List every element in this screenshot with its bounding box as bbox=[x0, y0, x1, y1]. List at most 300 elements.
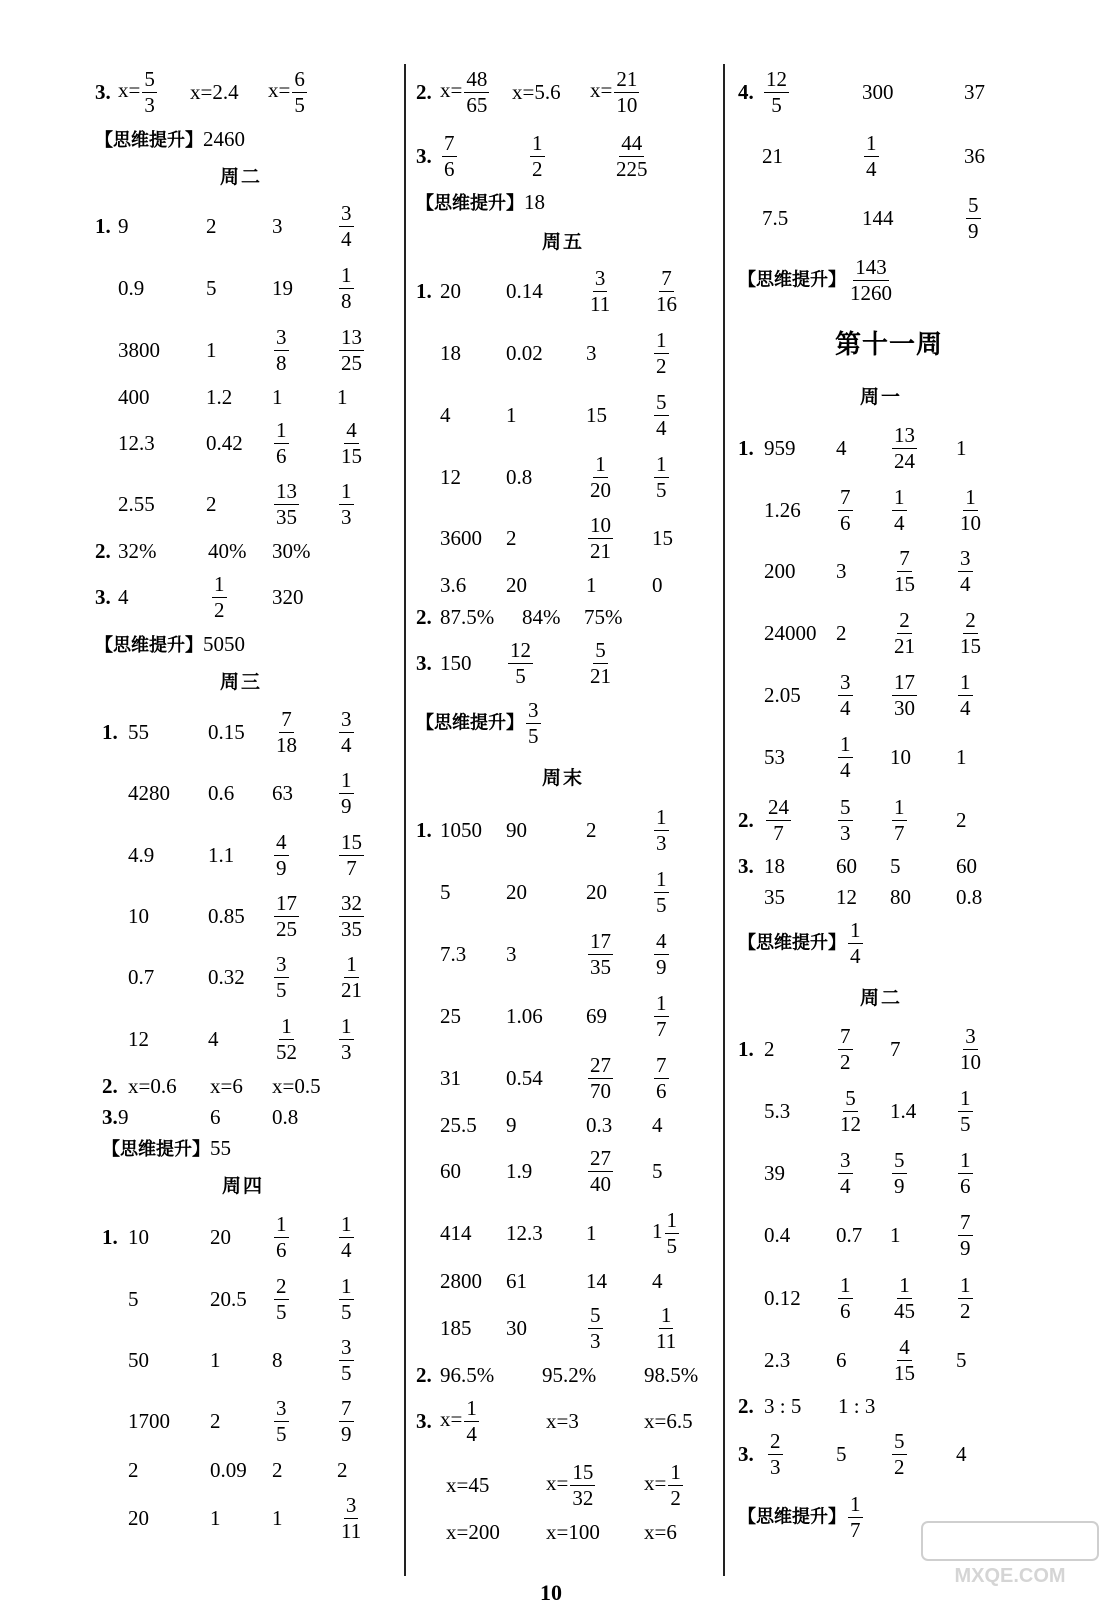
fraction bbox=[892, 669, 917, 720]
answer-value: 1 bbox=[586, 572, 597, 597]
answer-value: 1 bbox=[272, 384, 283, 409]
fraction-denominator: 3 bbox=[770, 1454, 781, 1479]
answer-value: x=200 bbox=[446, 1519, 500, 1544]
answer-value bbox=[337, 767, 356, 818]
fraction-denominator: 10 bbox=[960, 510, 981, 535]
answer-value bbox=[964, 192, 983, 243]
answer-cell bbox=[836, 1085, 865, 1136]
answer-value bbox=[836, 669, 855, 720]
answer-value bbox=[956, 1085, 975, 1136]
answer-value: 6 bbox=[210, 1104, 221, 1129]
answer-value bbox=[612, 130, 652, 181]
answer-cell bbox=[128, 1408, 170, 1433]
answer-value: 12 bbox=[836, 884, 857, 909]
answer-value: 36 bbox=[964, 143, 985, 168]
answer-value bbox=[890, 422, 919, 473]
answer-value: 2 bbox=[206, 213, 217, 238]
answer-cell bbox=[440, 604, 495, 629]
answer-value: 0.9 bbox=[118, 275, 145, 300]
answer-cell bbox=[836, 620, 847, 645]
fraction-numerator: 10 bbox=[590, 512, 611, 537]
answer-value bbox=[890, 669, 919, 720]
fraction-denominator: 9 bbox=[960, 1235, 971, 1260]
answer-value: 1.26 bbox=[764, 497, 801, 522]
variable-prefix: x= bbox=[440, 1406, 463, 1431]
fraction-denominator: 21 bbox=[341, 977, 362, 1002]
watermark-text: MXQE.COM bbox=[954, 1565, 1066, 1587]
answer-cell bbox=[652, 1207, 681, 1258]
answer-value: 75% bbox=[584, 604, 623, 629]
answer-cell bbox=[838, 1393, 876, 1418]
answer-cell bbox=[546, 1408, 579, 1433]
fraction-denominator: 3 bbox=[144, 92, 155, 117]
answer-value: 0.14 bbox=[506, 278, 543, 303]
fraction-denominator: 10 bbox=[616, 92, 638, 117]
fraction bbox=[274, 478, 299, 529]
fraction bbox=[654, 265, 679, 316]
fraction-numerator: 27 bbox=[590, 1145, 611, 1170]
answer-cell bbox=[128, 964, 155, 989]
answer-cell bbox=[272, 1457, 283, 1482]
answer-value: 63 bbox=[272, 780, 293, 805]
answer-cell bbox=[118, 213, 129, 238]
answer-cell bbox=[586, 879, 607, 904]
answer-cell bbox=[890, 1222, 901, 1247]
fraction bbox=[892, 422, 917, 473]
answer-value bbox=[337, 829, 366, 880]
answer-value: 1 bbox=[210, 1505, 221, 1530]
answer-value: 8 bbox=[272, 1347, 283, 1372]
answer-value bbox=[766, 1428, 785, 1479]
answer-cell bbox=[586, 1052, 615, 1103]
fraction-numerator: 1 bbox=[341, 478, 352, 503]
answer-value: x=6.5 bbox=[644, 1408, 693, 1433]
answer-value: 5.3 bbox=[764, 1098, 791, 1123]
fraction-denominator: 9 bbox=[276, 855, 287, 880]
answer-cell bbox=[766, 1428, 785, 1479]
fraction-numerator: 3 bbox=[341, 200, 352, 225]
page-number: 10 bbox=[540, 1580, 562, 1605]
answer-cell bbox=[764, 558, 796, 583]
fraction-denominator: 5 bbox=[276, 977, 287, 1002]
answer-cell bbox=[652, 451, 671, 502]
answer-cell bbox=[440, 525, 482, 550]
fraction bbox=[614, 66, 639, 117]
fraction-denominator: 35 bbox=[590, 954, 611, 979]
fraction bbox=[958, 1209, 973, 1260]
fraction bbox=[958, 1023, 983, 1074]
answer-cell bbox=[836, 1347, 847, 1372]
fraction-denominator: 6 bbox=[840, 510, 851, 535]
answer-cell bbox=[128, 1286, 139, 1311]
fraction-denominator: 5 bbox=[341, 1360, 352, 1385]
fraction bbox=[588, 928, 613, 979]
answer-cell bbox=[128, 1224, 149, 1249]
fraction bbox=[654, 1052, 669, 1103]
fraction-numerator: 1 bbox=[276, 1211, 287, 1236]
fraction bbox=[339, 1492, 363, 1543]
fraction-numerator: 1 bbox=[866, 130, 877, 155]
answer-cell bbox=[764, 497, 801, 522]
answer-cell bbox=[272, 1211, 291, 1262]
fraction-numerator: 1 bbox=[341, 262, 352, 287]
answer-cell bbox=[956, 1272, 975, 1323]
answer-value bbox=[337, 1395, 356, 1446]
answer-cell bbox=[440, 340, 461, 365]
answer-value: 0 bbox=[652, 572, 663, 597]
answer-value: 2 bbox=[586, 817, 597, 842]
fraction bbox=[339, 417, 364, 468]
answer-cell bbox=[652, 1112, 663, 1137]
fraction bbox=[654, 327, 669, 378]
answer-value: 0.7 bbox=[128, 964, 155, 989]
answer-cell bbox=[956, 607, 985, 658]
answer-value: 50 bbox=[128, 1347, 149, 1372]
fraction-numerator: 5 bbox=[590, 1302, 601, 1327]
answer-value: 4 bbox=[652, 1112, 663, 1137]
answer-value: 3600 bbox=[440, 525, 482, 550]
answer-cell bbox=[862, 130, 881, 181]
answer-cell bbox=[506, 941, 517, 966]
answer-value bbox=[652, 928, 671, 979]
answer-value bbox=[272, 478, 301, 529]
answer-value: 10 bbox=[128, 1224, 149, 1249]
fraction-numerator: 1 bbox=[656, 327, 667, 352]
fraction bbox=[966, 192, 981, 243]
answer-cell bbox=[890, 1036, 901, 1061]
answer-cell bbox=[506, 817, 527, 842]
fraction-denominator: 6 bbox=[276, 443, 287, 468]
fraction-numerator: 7 bbox=[656, 1052, 667, 1077]
answer-cell bbox=[586, 340, 597, 365]
fraction-denominator: 5 bbox=[656, 477, 667, 502]
answer-cell bbox=[586, 1302, 605, 1353]
fraction-denominator: 7 bbox=[850, 1517, 861, 1542]
fraction-numerator: 1 bbox=[656, 990, 667, 1015]
answer-cell bbox=[208, 1026, 219, 1051]
answer-value bbox=[836, 484, 855, 535]
fraction-numerator: 1 bbox=[341, 767, 352, 792]
fraction-denominator: 4 bbox=[341, 226, 352, 251]
answer-cell bbox=[542, 1362, 597, 1387]
answer-cell bbox=[210, 571, 229, 622]
fraction-numerator: 1 bbox=[276, 417, 287, 442]
thinking-boost bbox=[102, 1135, 231, 1161]
answer-value: 90 bbox=[506, 817, 527, 842]
answer-value bbox=[440, 1395, 481, 1446]
answer-cell bbox=[337, 1273, 356, 1324]
question-number: 3. bbox=[95, 79, 111, 104]
fraction bbox=[654, 928, 669, 979]
fraction-denominator: 2 bbox=[960, 1298, 971, 1323]
answer-cell bbox=[446, 1472, 490, 1497]
question-number: 3. bbox=[738, 853, 754, 878]
answer-cell bbox=[440, 1315, 472, 1340]
answer-value: 2 bbox=[272, 1457, 283, 1482]
answer-cell bbox=[506, 1315, 527, 1340]
answer-cell bbox=[764, 435, 796, 460]
answer-value: 3 bbox=[272, 213, 283, 238]
answer-value: 4.9 bbox=[128, 842, 155, 867]
answer-value: 5 bbox=[128, 1286, 139, 1311]
fraction-numerator: 17 bbox=[894, 669, 915, 694]
fraction-numerator: 1 bbox=[595, 451, 606, 476]
fraction-numerator: 1 bbox=[960, 669, 971, 694]
answer-cell bbox=[652, 1268, 663, 1293]
answer-value bbox=[337, 1013, 356, 1064]
answer-cell bbox=[956, 1147, 975, 1198]
answer-value bbox=[890, 1272, 919, 1323]
variable-prefix: x= bbox=[440, 77, 463, 102]
answer-cell bbox=[890, 669, 919, 720]
answer-value: 2800 bbox=[440, 1268, 482, 1293]
fraction-numerator: 1 bbox=[666, 1207, 677, 1232]
thinking-boost bbox=[738, 1491, 865, 1542]
answer-cell bbox=[337, 706, 356, 757]
fraction bbox=[892, 1428, 907, 1479]
fraction-numerator: 1 bbox=[894, 484, 905, 509]
fraction-numerator: 5 bbox=[845, 1085, 856, 1110]
answer-cell bbox=[764, 853, 785, 878]
fraction-numerator: 5 bbox=[894, 1428, 905, 1453]
answer-cell bbox=[956, 669, 975, 720]
answer-value bbox=[652, 1052, 671, 1103]
answer-value: 2 bbox=[764, 1036, 775, 1061]
fraction bbox=[892, 607, 917, 658]
fraction-numerator: 15 bbox=[341, 829, 362, 854]
answer-value: 1.06 bbox=[506, 1003, 543, 1028]
fraction bbox=[654, 866, 669, 917]
fraction-numerator: 7 bbox=[899, 545, 910, 570]
fraction-numerator: 1 bbox=[960, 1272, 971, 1297]
answer-cell bbox=[208, 719, 245, 744]
fraction bbox=[339, 1334, 354, 1385]
fraction-numerator: 1 bbox=[341, 1211, 352, 1236]
answer-value bbox=[764, 794, 793, 845]
answer-value: 1 bbox=[337, 384, 348, 409]
answer-cell bbox=[512, 79, 561, 104]
answer-value: 1 bbox=[586, 1220, 597, 1245]
thinking-boost bbox=[95, 631, 245, 657]
thinking-boost-label: 【思维提升】 bbox=[95, 130, 203, 151]
fraction bbox=[838, 1147, 853, 1198]
answer-cell bbox=[272, 951, 291, 1002]
answer-value bbox=[836, 1272, 855, 1323]
fraction bbox=[838, 484, 853, 535]
fraction-denominator: 9 bbox=[341, 793, 352, 818]
answer-value: 19 bbox=[272, 275, 293, 300]
fraction-denominator: 15 bbox=[341, 443, 362, 468]
fraction-denominator: 5 bbox=[656, 892, 667, 917]
answer-value: 6 bbox=[836, 1347, 847, 1372]
answer-value bbox=[546, 1459, 597, 1510]
answer-cell bbox=[764, 1347, 791, 1372]
answer-value bbox=[272, 706, 301, 757]
fraction-numerator: 2 bbox=[965, 607, 976, 632]
answer-cell bbox=[190, 79, 239, 104]
day-heading: 周一 bbox=[860, 385, 903, 408]
answer-value bbox=[956, 607, 985, 658]
answer-cell bbox=[128, 842, 155, 867]
day-heading: 周末 bbox=[542, 766, 585, 789]
answer-value: 14 bbox=[586, 1268, 607, 1293]
fraction bbox=[848, 917, 863, 968]
fraction-denominator: 35 bbox=[276, 504, 297, 529]
fraction-denominator: 18 bbox=[276, 732, 297, 757]
answer-value: 25.5 bbox=[440, 1112, 477, 1137]
answer-value: x=0.5 bbox=[272, 1073, 321, 1098]
question-number: 1. bbox=[416, 278, 432, 303]
answer-cell bbox=[440, 817, 482, 842]
fraction-denominator: 2 bbox=[532, 156, 543, 181]
answer-value: 35 bbox=[764, 884, 785, 909]
fraction-denominator: 4 bbox=[840, 1173, 851, 1198]
answer-cell bbox=[128, 780, 170, 805]
variable-prefix: x= bbox=[546, 1470, 569, 1495]
answer-value: 4 bbox=[208, 1026, 219, 1051]
answer-cell bbox=[586, 928, 615, 979]
answer-value: x=2.4 bbox=[190, 79, 239, 104]
fraction-numerator: 1 bbox=[656, 866, 667, 891]
answer-value: 37 bbox=[964, 79, 985, 104]
answer-cell bbox=[644, 1362, 699, 1387]
fraction-numerator: 3 bbox=[965, 1023, 976, 1048]
answer-cell bbox=[506, 402, 517, 427]
answer-cell bbox=[440, 1112, 477, 1137]
answer-value: 0.32 bbox=[208, 964, 245, 989]
answer-cell bbox=[506, 340, 543, 365]
answer-value: x=6 bbox=[644, 1519, 677, 1544]
fraction-denominator: 2 bbox=[656, 353, 667, 378]
answer-cell bbox=[836, 1147, 855, 1198]
fraction-denominator: 5 bbox=[294, 92, 305, 117]
thinking-boost-label: 【思维提升】 bbox=[416, 711, 524, 733]
answer-cell bbox=[337, 1492, 365, 1543]
fraction-denominator: 70 bbox=[590, 1078, 611, 1103]
answer-value bbox=[272, 1211, 291, 1262]
answer-cell bbox=[506, 278, 543, 303]
answer-value bbox=[272, 1395, 291, 1446]
fraction-numerator: 1 bbox=[850, 1491, 861, 1516]
fraction bbox=[339, 767, 354, 818]
fraction bbox=[274, 1395, 289, 1446]
answer-cell bbox=[586, 817, 597, 842]
answer-cell bbox=[337, 1334, 356, 1385]
answer-cell bbox=[586, 265, 614, 316]
fraction-denominator: 4 bbox=[341, 1237, 352, 1262]
answer-value: 20 bbox=[506, 572, 527, 597]
answer-value: 1 bbox=[210, 1347, 221, 1372]
answer-cell bbox=[890, 1272, 919, 1323]
fraction-numerator: 3 bbox=[840, 669, 851, 694]
answer-cell bbox=[272, 1395, 291, 1446]
answer-cell bbox=[210, 1224, 231, 1249]
answer-cell bbox=[890, 484, 909, 535]
answer-value: 80 bbox=[890, 884, 911, 909]
fraction bbox=[588, 265, 612, 316]
fraction-numerator: 6 bbox=[294, 66, 305, 91]
fraction-numerator: 4 bbox=[276, 829, 287, 854]
fraction bbox=[588, 1052, 613, 1103]
answer-value: 55 bbox=[128, 719, 149, 744]
answer-value bbox=[652, 990, 671, 1041]
answer-cell bbox=[206, 384, 233, 409]
answer-value: 1.9 bbox=[506, 1158, 533, 1183]
answer-cell bbox=[836, 884, 857, 909]
fraction-denominator: 11 bbox=[656, 1328, 677, 1353]
answer-value: 0.8 bbox=[506, 464, 533, 489]
answer-cell bbox=[764, 682, 801, 707]
answer-cell bbox=[440, 278, 461, 303]
fraction-denominator: 5 bbox=[666, 1233, 677, 1258]
answer-cell bbox=[862, 79, 894, 104]
fraction-numerator: 5 bbox=[144, 66, 155, 91]
answer-cell bbox=[586, 1268, 607, 1293]
fraction-denominator: 25 bbox=[341, 350, 362, 375]
fraction-denominator: 5 bbox=[515, 663, 526, 688]
answer-cell bbox=[272, 584, 304, 609]
answer-cell bbox=[764, 1036, 775, 1061]
answer-cell bbox=[506, 879, 527, 904]
answer-cell bbox=[446, 1519, 500, 1544]
answer-value bbox=[836, 1085, 865, 1136]
answer-cell bbox=[272, 1505, 283, 1530]
answer-cell bbox=[836, 1222, 863, 1247]
answer-value: 12.3 bbox=[118, 430, 155, 455]
answer-cell bbox=[440, 879, 451, 904]
answer-value: 2 bbox=[210, 1408, 221, 1433]
answer-cell bbox=[337, 417, 366, 468]
answer-value: 0.12 bbox=[764, 1285, 801, 1310]
answer-cell bbox=[586, 1145, 615, 1196]
fraction bbox=[526, 697, 541, 748]
fraction-denominator: 4 bbox=[850, 943, 861, 968]
answer-value bbox=[652, 866, 671, 917]
answer-cell bbox=[764, 1098, 791, 1123]
fraction bbox=[958, 1147, 973, 1198]
answer-cell bbox=[586, 1003, 607, 1028]
answer-value: 10 bbox=[890, 744, 911, 769]
day-heading: 周四 bbox=[222, 1174, 265, 1197]
fraction bbox=[274, 890, 299, 941]
answer-value bbox=[652, 451, 671, 502]
answer-value: 20 bbox=[128, 1505, 149, 1530]
fraction bbox=[892, 484, 907, 535]
answer-cell bbox=[506, 637, 535, 688]
fraction bbox=[768, 1428, 783, 1479]
thinking-boost-label: 【思维提升】 bbox=[738, 931, 846, 953]
answer-value: 60 bbox=[836, 853, 857, 878]
answer-cell bbox=[836, 435, 847, 460]
fraction bbox=[274, 417, 289, 468]
fraction bbox=[958, 1272, 973, 1323]
fraction-numerator: 3 bbox=[528, 697, 539, 722]
answer-value: 320 bbox=[272, 584, 304, 609]
answer-value bbox=[586, 451, 615, 502]
answer-value: 9 bbox=[118, 1104, 129, 1129]
answer-value bbox=[337, 417, 366, 468]
answer-cell bbox=[118, 337, 160, 362]
fraction-numerator: 2 bbox=[770, 1428, 781, 1453]
answer-value: 2 bbox=[956, 807, 967, 832]
fraction-numerator: 17 bbox=[590, 928, 611, 953]
answer-value: 1.4 bbox=[890, 1098, 917, 1123]
fraction-denominator: 4 bbox=[894, 510, 905, 535]
answer-cell bbox=[956, 1347, 967, 1372]
fraction-numerator: 1 bbox=[965, 484, 976, 509]
fraction bbox=[339, 262, 354, 313]
answer-cell bbox=[956, 484, 985, 535]
